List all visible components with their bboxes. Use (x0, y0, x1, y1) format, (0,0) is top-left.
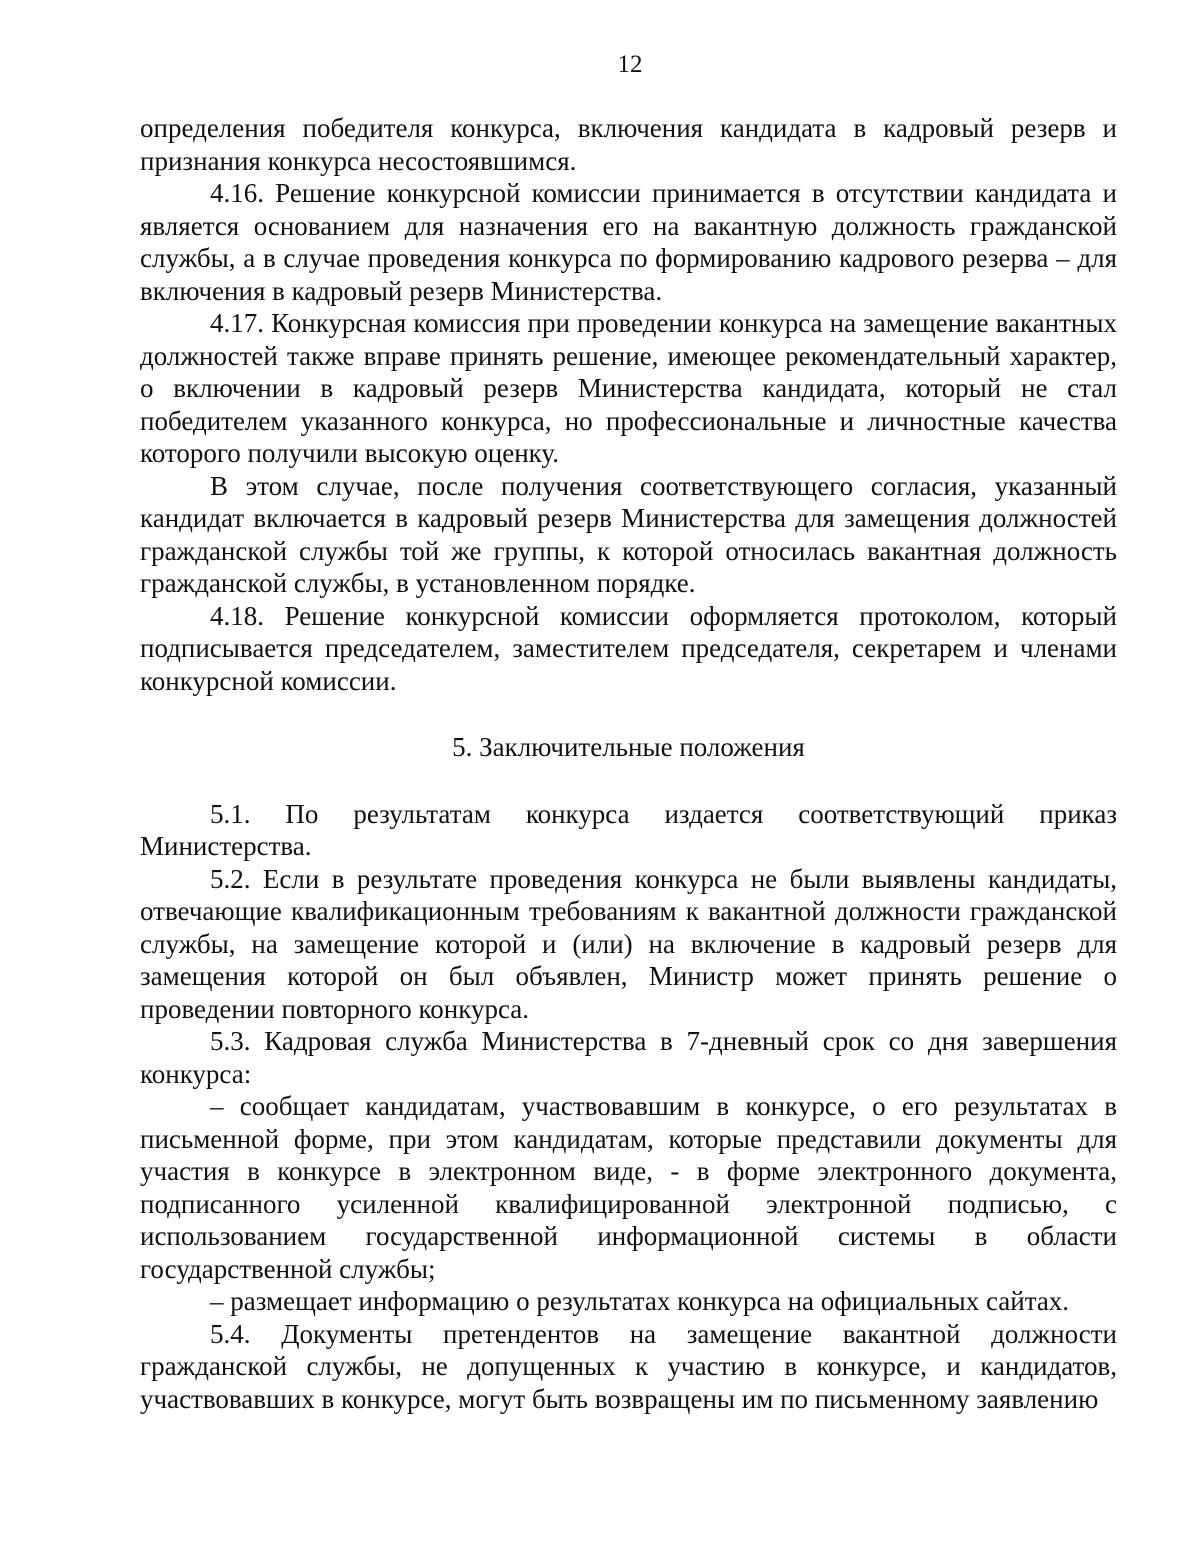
list-item-publish-results: – размещает информацию о результатах конкурса на официальных сайтах. (210, 1286, 1070, 1316)
paragraph-5-2: 5.2. Если в результате проведения конкурса не были выявлены кандидаты, отвечающие квалификационным требованиям к вакантной должности гражданской службы, на замещение которой и (или) на включение в кадровый резерв для замещения которой он был объявлен, Министр может принять решение о проведении повторного конкурса. (140, 863, 1117, 1024)
paragraph-4-18: 4.18. Решение конкурсной комиссии оформляется протоколом, который подписывается председателем, заместителем председателя, секретарем и членами конкурсной комиссии. (140, 600, 1117, 696)
document-body (140, 112, 1117, 1415)
paragraph-5-3: 5.3. Кадровая служба Министерства в 7-дневный срок со дня завершения конкурса: (140, 1026, 1117, 1089)
paragraph-4-16: 4.16. Решение конкурсной комиссии принимается в отсутствии кандидата и является основанием для назначения его на вакантную должность гражданской службы, а в случае проведения конкурса по формированию кадрового резерва – для включения в кадровый резерв Министерства. (140, 178, 1117, 306)
page-number: 12 (617, 51, 643, 78)
paragraph-4-17: 4.17. Конкурсная комиссия при проведении конкурса на замещение вакантных должностей также вправе принять решение, имеющее рекомендательный характер, о включении в кадровый резерв Министерства кандидата, который не стал победителем указанного конкурса, но профессиональные и личностные качества которого получили высокую оценку. (140, 308, 1117, 468)
paragraph-4-17-case: В этом случае, после получения соответствующего согласия, указанный кандидат включается в кадровый резерв Министерства для замещения должностей гражданской службы той же группы, к которой относилась вакантная должность гражданской службы, в установленном порядке. (140, 470, 1117, 598)
paragraph-5-4: 5.4. Документы претендентов на замещение вакантной должности гражданской службы, не допущенных к участию в конкурсе, и кандидатов, участвовавших в конкурсе, могут быть возвращены им по письменному заявлению (140, 1318, 1117, 1414)
paragraph-continuation: определения победителя конкурса, включения кандидата в кадровый резерв и признания конкурса несостоявшимся. (140, 113, 1117, 176)
paragraph-5-1: 5.1. По результатам конкурса издается соответствующий приказ Министерства. (140, 798, 1117, 861)
section-heading: 5. Заключительные положения (452, 732, 805, 762)
list-item-notify-candidates: – сообщает кандидатам, участвовавшим в конкурсе, о его результатах в письменной форме, при этом кандидатам, которые представили документы для участия в конкурсе в электронном виде, - в форме электронного документа, подписанного усиленной квалифицированной электронной подписью, с использованием государственной информационной системы в области государственной службы; (140, 1091, 1117, 1284)
